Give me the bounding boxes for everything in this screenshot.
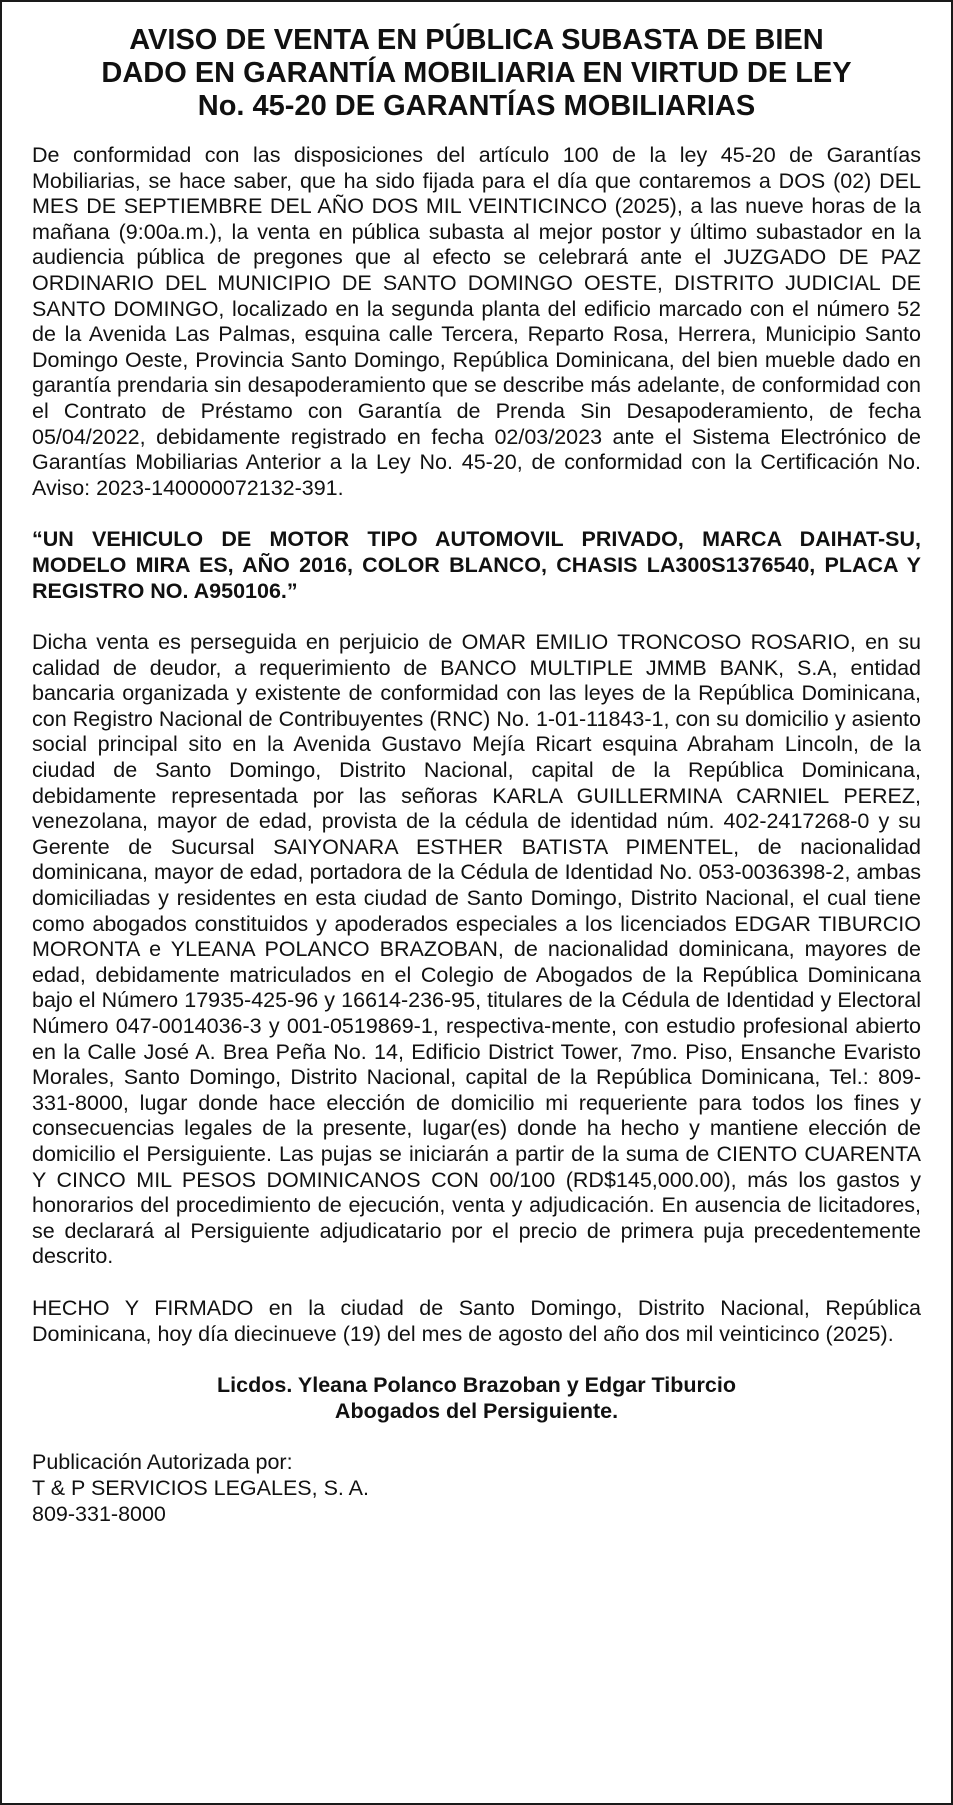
publication-company: T & P SERVICIOS LEGALES, S. A. bbox=[32, 1475, 369, 1500]
notice-title bbox=[32, 24, 921, 123]
publication-label: Publicación Autorizada por: bbox=[32, 1450, 293, 1475]
attorney-role: Abogados del Persiguiente. bbox=[334, 1398, 619, 1423]
publication-phone: 809-331-8000 bbox=[32, 1501, 166, 1526]
title-line-3: No. 45-20 DE GARANTÍAS MOBILIARIAS bbox=[197, 90, 756, 122]
publication-credit bbox=[32, 1450, 921, 1527]
parties-and-bid-paragraph: Dicha venta es perseguida en perjuicio de OMAR EMILIO TRONCOSO ROSARIO, en su calidad de deudor, a requerimiento de BANCO MULTIPLE JMMB BANK, S.A, entidad bancaria organizada y existente de conformidad con las leyes de la República Dominicana, con Registro Nacional de Contribuyentes (RNC) No. 1-01-11843-1, con su domicilio y asiento social principal sito en la Avenida Gustavo Mejía Ricart esquina Abraham Lincoln, de la ciudad de Santo Domingo, Distrito Nacional, capital de la República Dominicana, debidamente representada por las señoras KARLA GUILLERMINA CARNIEL PEREZ, venezolana, mayor de edad, provista de la cédula de identidad núm. 402-2417268-0 y su Gerente de Sucursal SAIYONARA ESTHER BATISTA PIMENTEL, de nacionalidad dominicana, mayor de edad, portadora de la Cédula de Identidad No. 053-0036398-2, ambas domiciliadas y residentes en esta ciudad de Santo Domingo, Distrito Nacional, el cual tiene como abogados constituidos y apoderados especiales a los licenciados EDGAR TIBURCIO MORONTA e YLEANA POLANCO BRAZOBAN, de nacionalidad dominicana, mayores de edad, debidamente matriculados en el Colegio de Abogados de la República Dominicana bajo el Número 17935-425-96 y 16614-236-95, titulares de la Cédula de Identidad y Electoral Número 047-0014036-3 y 001-0519869-1, respectiva-mente, con estudio profesional abierto en la Calle José A. Brea Peña No. 14, Edificio District Tower, 7mo. Piso, Ensanche Evaristo Morales, Santo Domingo, Distrito Nacional, capital de la República Dominicana, Tel.: 809-331-8000, lugar donde hace elección de domicilio mi requeriente para todos los fines y consecuencias legales de la presente, lugar(es) donde ha hecho y mantiene elección de domicilio el Persiguiente. Las pujas se iniciarán a partir de la suma de CIENTO CUARENTA Y CINCO MIL PESOS DOMINICANOS CON 00/100 (RD$145,000.00), más los gastos y honorarios del procedimiento de ejecución, venta y adjudicación. En ausencia de licitadores, se declarará al Persiguiente adjudicatario por el precio de primera puja precedentemente descrito. bbox=[32, 630, 921, 1269]
title-line-2: DADO EN GARANTÍA MOBILIARIA EN VIRTUD DE LEY bbox=[101, 57, 852, 89]
title-line-1: AVISO DE VENTA EN PÚBLICA SUBASTA DE BIEN bbox=[129, 24, 824, 56]
signed-date-paragraph: HECHO Y FIRMADO en la ciudad de Santo Domingo, Distrito Nacional, República Dominicana, hoy día diecinueve (19) del mes de agosto del año dos mil veinticinco (2025). bbox=[32, 1295, 921, 1346]
vehicle-description: “UN VEHICULO DE MOTOR TIPO AUTOMOVIL PRIVADO, MARCA DAIHAT-SU, MODELO MIRA ES, AÑO 2016, COLOR BLANCO, CHASIS LA300S1376540, PLACA Y REGISTRO NO. A950106.” bbox=[32, 527, 921, 603]
attorney-signature-block bbox=[32, 1373, 921, 1424]
attorney-names: Licdos. Yleana Polanco Brazoban y Edgar Tiburcio bbox=[217, 1373, 736, 1398]
auction-announcement-paragraph: De conformidad con las disposiciones del artículo 100 de la ley 45-20 de Garantías Mobiliarias, se hace saber, que ha sido fijada para el día que contaremos a DOS (02) DEL MES DE SEPTIEMBRE DEL AÑO DOS MIL VEINTICINCO (2025), a las nueve horas de la mañana (9:00a.m.), la venta en pública subasta al mejor postor y último subastador en la audiencia pública de pregones que al efecto se celebrará ante el JUZGADO DE PAZ ORDINARIO DEL MUNICIPIO DE SANTO DOMINGO OESTE, DISTRITO JUDICIAL DE SANTO DOMINGO, localizado en la segunda planta del edificio marcado con el número 52 de la Avenida Las Palmas, esquina calle Tercera, Reparto Rosa, Herrera, Municipio Santo Domingo Oeste, Provincia Santo Domingo, República Dominicana, del bien mueble dado en garantía prendaria sin desapoderamiento que se describe más adelante, de conformidad con el Contrato de Préstamo con Garantía de Prenda Sin Desapoderamiento, de fecha 05/04/2022, debidamente registrado en fecha 02/03/2023 ante el Sistema Electrónico de Garantías Mobiliarias Anterior a la Ley No. 45-20, de conformidad con la Certificación No. Aviso: 2023-140000072132-391. bbox=[32, 143, 921, 500]
